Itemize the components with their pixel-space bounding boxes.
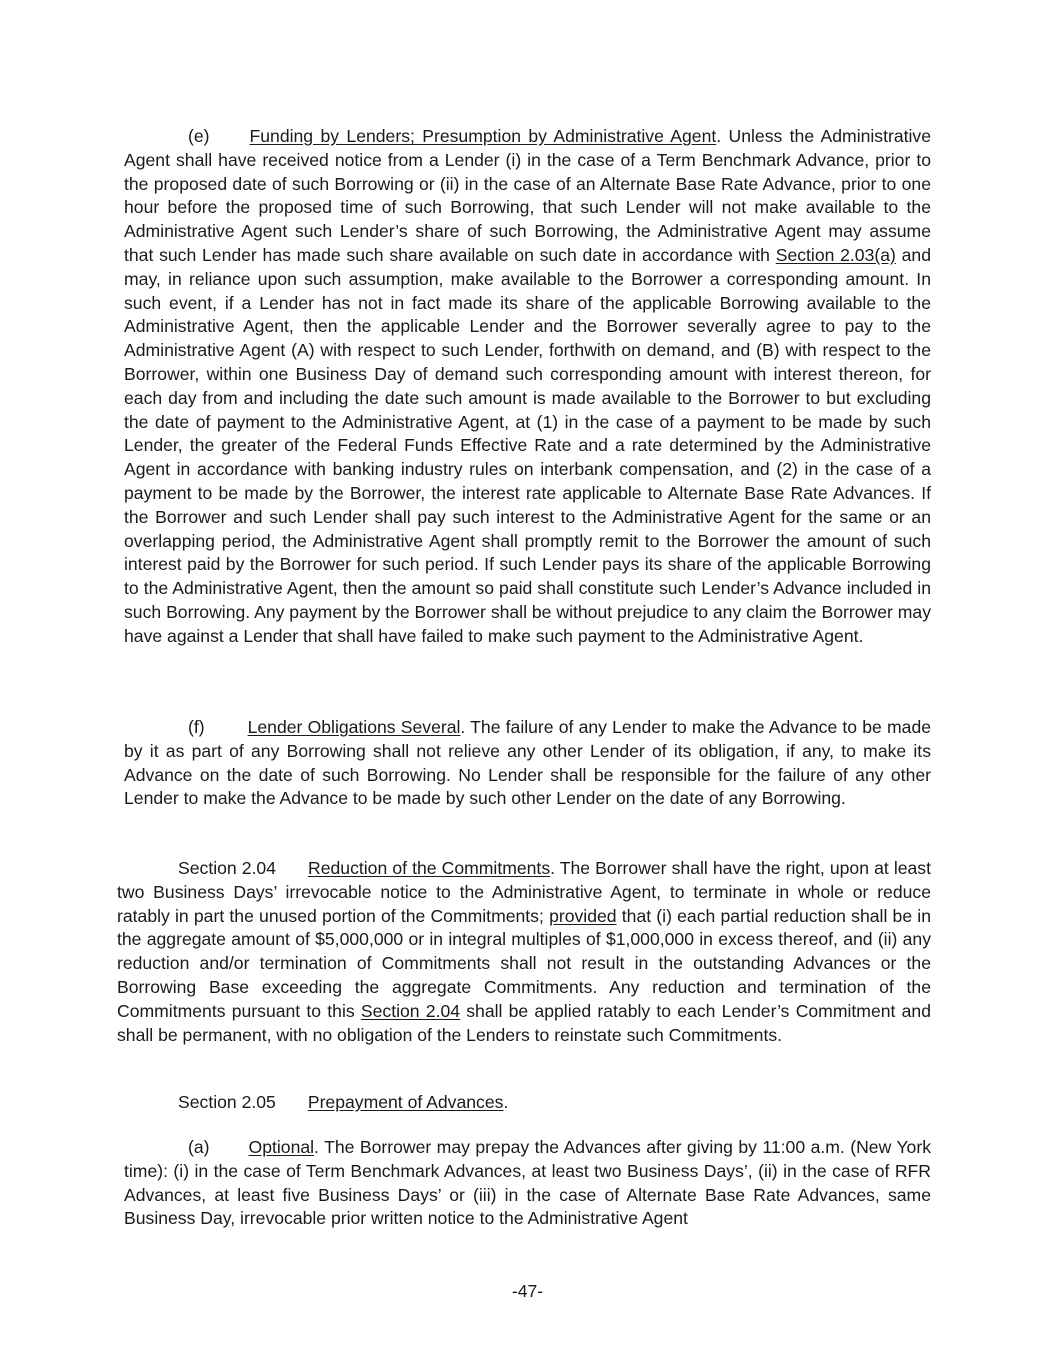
section-2-04-text: . The Borrower shall have the right, upon at least two Business Days’ irrevocable notice to the Administrative Agent, to terminate in whole or reduce ratably in part the unused portion of the Commitments; [117, 858, 931, 926]
section-2-04-heading: Reduction of the Commitments [308, 858, 551, 878]
section-reference-link: Section 2.03(a) [775, 244, 896, 265]
section-2-05-heading: Prepayment of Advances [307, 1092, 504, 1112]
paragraph-f-label: (f) [188, 717, 205, 737]
section-reference-link: Section 2.04 [360, 1000, 461, 1021]
page-number: -47- [511, 1281, 544, 1301]
paragraph-f [124, 716, 931, 811]
paragraph-e-label: (e) [188, 126, 210, 146]
section-2-04-text-end: shall be applied ratably to each Lender’s Commitment and shall be permanent, with no obligation of the Lenders to reinstate such Commitments. [117, 1000, 931, 1045]
section-2-04-label: Section 2.04 [178, 858, 277, 878]
paragraph-a [124, 1136, 931, 1231]
section-2-04-text-continued: that (i) each partial reduction shall be in the aggregate amount of $5,000,000 or in integral multiples of $1,000,000 in excess thereof, and (ii) any reduction and/or termination of Commitments shall not result in the outstanding Advances or the Borrowing Base exceeding the aggregate Commitments. Any reduction and termination of the Commitments pursuant to this [117, 905, 931, 1021]
paragraph-f-text: . The failure of any Lender to make the Advance to be made by it as part of any Borrowing shall not relieve any other Lender of its obligation, if any, to make its Advance on the date of such Borrowing. No Lender shall be responsible for the failure of any other Lender to make the Advance to be made by such other Lender on the date of any Borrowing. [124, 717, 932, 809]
provided-term: provided [549, 905, 617, 926]
paragraph-f-heading: Lender Obligations Several [247, 717, 461, 737]
section-2-04 [117, 857, 931, 1047]
section-2-05 [117, 1091, 931, 1115]
section-2-05-tail: . [503, 1092, 509, 1112]
paragraph-a-text: . The Borrower may prepay the Advances after giving by 11:00 a.m. (New York time): (i) in the case of Term Benchmark Advances, at least two Business Days’, (ii) in the case of RFR Advances, at least five Business Days’ or (iii) in the case of Alternate Base Rate Advances, same Business Day, irrevocable prior written notice to the Administrative Agent [124, 1137, 931, 1229]
paragraph-e [124, 125, 931, 649]
paragraph-a-heading: Optional [248, 1137, 315, 1157]
paragraph-e-heading: Funding by Lenders; Presumption by Administrative Agent [249, 126, 717, 146]
section-2-05-label: Section 2.05 [178, 1092, 276, 1112]
paragraph-a-label: (a) [188, 1137, 210, 1157]
paragraph-e-text-continued: and may, in reliance upon such assumption, make available to the Borrower a corresponding amount. In such event, if a Lender has not in fact made its share of the applicable Borrowing available to the Administrative Agent, then the applicable Lender and the Borrower severally agree to pay to the Administrative Agent (A) with respect to such Lender, forthwith on demand, and (B) with respect to the Borrower, within one Business Day of demand such corresponding amount with interest thereon, for each day from and including the date such amount is made available to the Borrower to but excluding the date of payment to the Administrative Agent, at (1) in the case of a payment to be made by such Lender, the greater of the Federal Funds Effective Rate and a rate determined by the Administrative Agent in accordance with banking industry rules on interbank compensation, and (2) in the case of a payment to be made by the Borrower, the interest rate applicable to Alternate Base Rate Advances. If the Borrower and such Lender shall pay such interest to the Administrative Agent for the same or an overlapping period, the Administrative Agent shall promptly remit to the Borrower the amount of such interest paid by the Borrower for such period. If such Lender pays its share of the applicable Borrowing to the Administrative Agent, then the amount so paid shall constitute such Lender’s Advance included in such Borrowing. Any payment by the Borrower shall be without prejudice to any claim the Borrower may have against a Lender that shall have failed to make such payment to the Administrative Agent. [124, 244, 931, 646]
paragraph-e-text: . Unless the Administrative Agent shall have received notice from a Lender (i) in the case of a Term Benchmark Advance, prior to the proposed date of such Borrowing or (ii) in the case of an Alternate Base Rate Advance, prior to one hour before the proposed time of such Borrowing, that such Lender will not make available to the Administrative Agent such Lender’s share of such Borrowing, the Administrative Agent may assume that such Lender has made such share available on such date in accordance with [124, 126, 931, 265]
